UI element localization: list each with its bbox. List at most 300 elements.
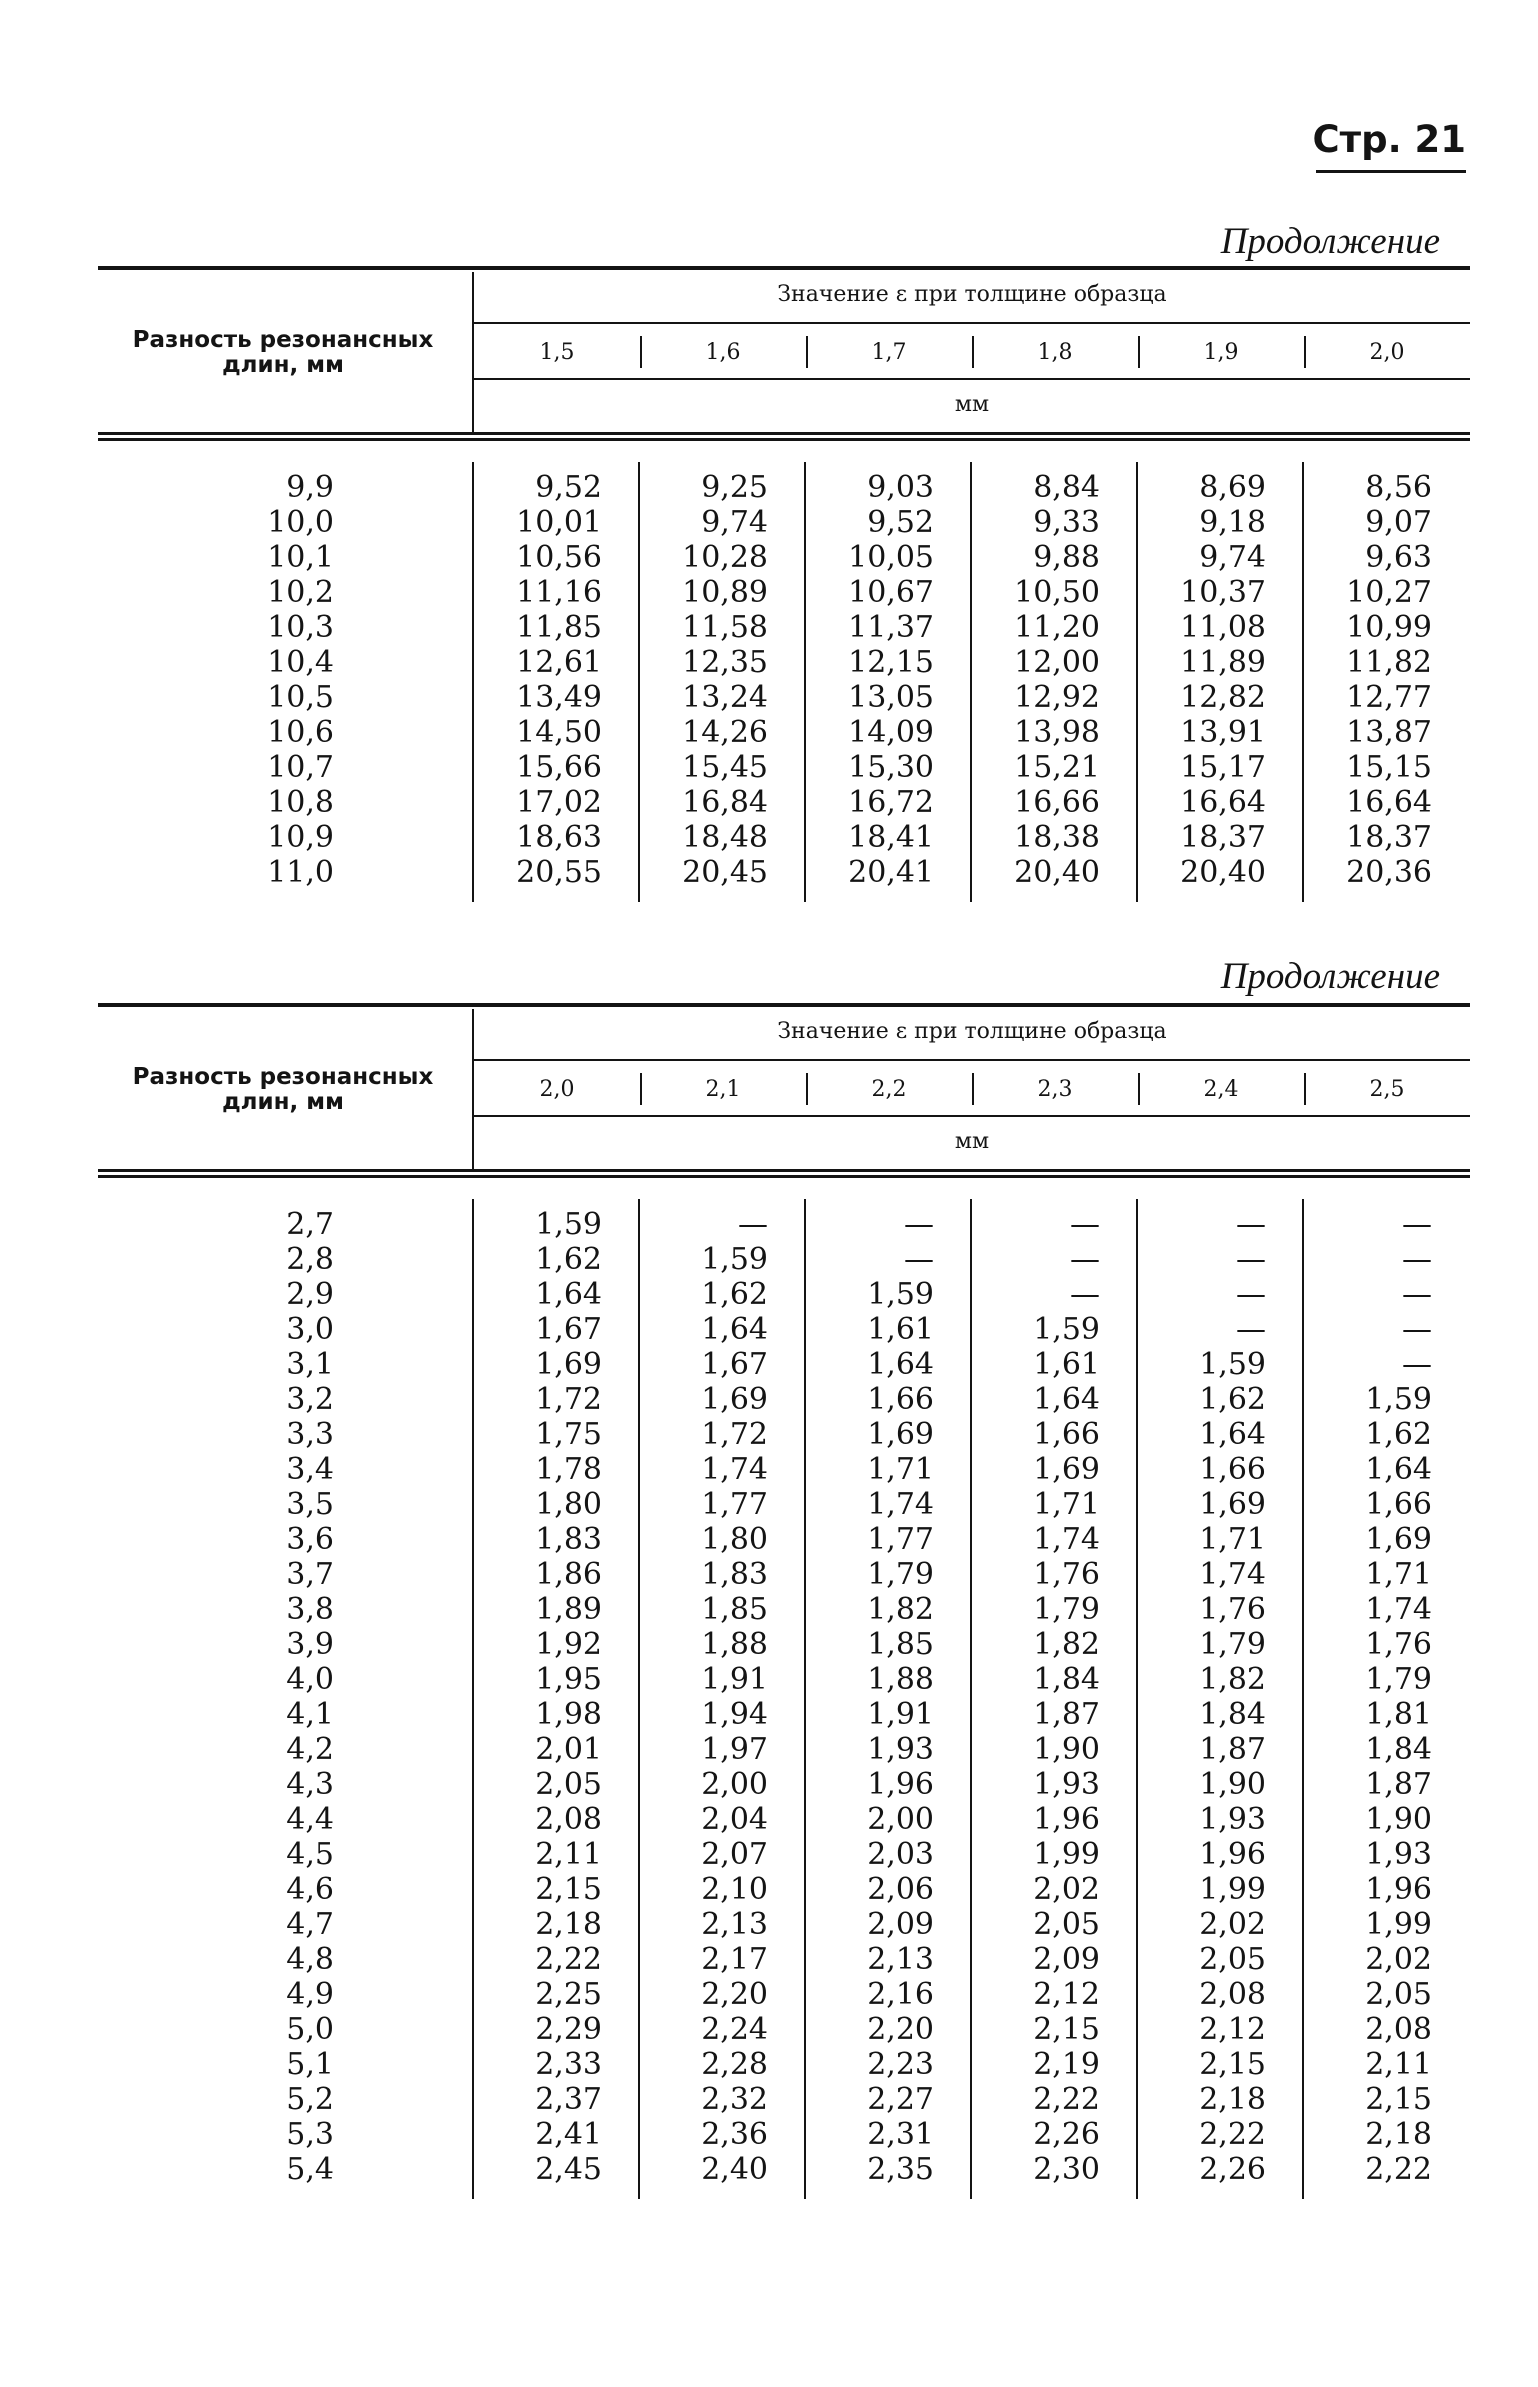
row-header-line-2: длин, мм xyxy=(222,1089,344,1115)
table-cell: 2,31 xyxy=(867,2117,934,2152)
table-cell: 14,50 xyxy=(516,715,602,750)
row-label: 2,9 xyxy=(286,1277,334,1312)
table-cell: 18,63 xyxy=(516,820,602,855)
group-header-rule xyxy=(474,322,1470,324)
table-cell: 1,93 xyxy=(1033,1767,1100,1802)
table-cell: 2,15 xyxy=(1199,2047,1266,2082)
header-double-rule xyxy=(98,432,1470,441)
table-cell: 14,26 xyxy=(682,715,768,750)
table-cell: 1,91 xyxy=(701,1662,768,1697)
column-header-divider xyxy=(1304,336,1306,368)
table-cell: 1,59 xyxy=(1365,1382,1432,1417)
table-cell: 2,22 xyxy=(1199,2117,1266,2152)
table-cell: 16,66 xyxy=(1014,785,1100,820)
table-cell: 18,38 xyxy=(1014,820,1100,855)
table-cell: 1,81 xyxy=(1365,1697,1432,1732)
table-cell: 1,80 xyxy=(535,1487,602,1522)
table-cell: 10,05 xyxy=(848,540,934,575)
table-cell: 17,02 xyxy=(516,785,602,820)
table-cell: 15,15 xyxy=(1346,750,1432,785)
table-cell: 1,77 xyxy=(867,1522,934,1557)
table-cell: 2,26 xyxy=(1033,2117,1100,2152)
value-column xyxy=(474,470,602,890)
header-double-rule xyxy=(98,1169,1470,1178)
table-cell: 12,61 xyxy=(516,645,602,680)
column-header-divider xyxy=(1138,1073,1140,1105)
table-cell: — xyxy=(904,1242,934,1277)
table-cell: 2,19 xyxy=(1033,2047,1100,2082)
table-cell: 2,35 xyxy=(867,2152,934,2187)
table-cell: 1,87 xyxy=(1033,1697,1100,1732)
thickness-column-header: 1,6 xyxy=(705,340,741,365)
table-cell: 2,02 xyxy=(1365,1942,1432,1977)
table-cell: 14,09 xyxy=(848,715,934,750)
table-cell: 2,45 xyxy=(535,2152,602,2187)
table-cell: 12,82 xyxy=(1180,680,1266,715)
table-cell: 20,36 xyxy=(1346,855,1432,890)
table-cell: 15,66 xyxy=(516,750,602,785)
table-cell: — xyxy=(1070,1277,1100,1312)
table-cell: 1,64 xyxy=(867,1347,934,1382)
table-cell: 2,23 xyxy=(867,2047,934,2082)
table-cell: 1,91 xyxy=(867,1697,934,1732)
column-divider xyxy=(970,1199,972,2199)
table-cell: 2,05 xyxy=(535,1767,602,1802)
page-number: Стр. 21 xyxy=(1312,118,1466,161)
table-cell: 1,74 xyxy=(1199,1557,1266,1592)
table-cell: 2,15 xyxy=(1033,2012,1100,2047)
table-cell: 1,99 xyxy=(1033,1837,1100,1872)
table-cell: 1,59 xyxy=(1199,1347,1266,1382)
table-cell: 1,66 xyxy=(1365,1487,1432,1522)
table-cell: — xyxy=(1236,1207,1266,1242)
table-cell: 1,78 xyxy=(535,1452,602,1487)
table-cell: 1,96 xyxy=(1199,1837,1266,1872)
table-cell: 2,11 xyxy=(1365,2047,1432,2082)
table-cell: — xyxy=(1236,1242,1266,1277)
table-cell: 1,84 xyxy=(1199,1697,1266,1732)
thickness-column-header: 1,8 xyxy=(1037,340,1073,365)
row-label: 4,0 xyxy=(286,1662,334,1697)
columns-rule xyxy=(474,1115,1470,1117)
value-column xyxy=(640,1207,768,2187)
table-cell: 13,87 xyxy=(1346,715,1432,750)
table-cell: 10,28 xyxy=(682,540,768,575)
table-cell: 1,96 xyxy=(867,1767,934,1802)
value-column xyxy=(806,470,934,890)
table-cell: 1,59 xyxy=(1033,1312,1100,1347)
table-cell: — xyxy=(738,1207,768,1242)
table-cell: 11,89 xyxy=(1180,645,1266,680)
row-label: 5,4 xyxy=(286,2152,334,2187)
row-label: 4,2 xyxy=(286,1732,334,1767)
table-cell: 12,35 xyxy=(682,645,768,680)
table-cell: 2,01 xyxy=(535,1732,602,1767)
table-cell: 1,90 xyxy=(1199,1767,1266,1802)
table-cell: 2,40 xyxy=(701,2152,768,2187)
table-cell: 2,33 xyxy=(535,2047,602,2082)
table-cell: 1,71 xyxy=(1033,1487,1100,1522)
table-cell: 15,45 xyxy=(682,750,768,785)
table-cell: 1,99 xyxy=(1199,1872,1266,1907)
table-cell: 2,25 xyxy=(535,1977,602,2012)
table-cell: 8,56 xyxy=(1365,470,1432,505)
table-cell: 1,87 xyxy=(1365,1767,1432,1802)
column-divider xyxy=(804,1199,806,2199)
table-cell: 2,22 xyxy=(1033,2082,1100,2117)
table-cell: 1,75 xyxy=(535,1417,602,1452)
row-header-line-1: Разность резонансных xyxy=(132,327,434,353)
table-cell: 1,77 xyxy=(701,1487,768,1522)
row-label: 4,6 xyxy=(286,1872,334,1907)
table-cell: 2,20 xyxy=(867,2012,934,2047)
table-cell: 2,41 xyxy=(535,2117,602,2152)
table-cell: 1,76 xyxy=(1365,1627,1432,1662)
value-column xyxy=(972,470,1100,890)
table-cell: — xyxy=(1402,1312,1432,1347)
column-divider xyxy=(1136,462,1138,902)
table-cell: 11,58 xyxy=(682,610,768,645)
row-label: 3,8 xyxy=(286,1592,334,1627)
column-header-divider xyxy=(806,1073,808,1105)
table-cell: 1,59 xyxy=(535,1207,602,1242)
table-cell: 1,69 xyxy=(1199,1487,1266,1522)
row-label: 3,9 xyxy=(286,1627,334,1662)
table-cell: 1,93 xyxy=(867,1732,934,1767)
thickness-column-header: 2,0 xyxy=(539,1077,575,1102)
table-cell: 2,17 xyxy=(701,1942,768,1977)
table-cell: 9,52 xyxy=(535,470,602,505)
table-cell: 1,97 xyxy=(701,1732,768,1767)
column-header-divider xyxy=(640,336,642,368)
table-cell: 1,66 xyxy=(1033,1417,1100,1452)
table-cell: 20,41 xyxy=(848,855,934,890)
table-cell: 2,02 xyxy=(1033,1872,1100,1907)
table-cell: — xyxy=(1402,1242,1432,1277)
table-cell: 2,12 xyxy=(1199,2012,1266,2047)
table-cell: 1,59 xyxy=(701,1242,768,1277)
table-cell: 2,26 xyxy=(1199,2152,1266,2187)
thickness-column-header: 1,5 xyxy=(539,340,575,365)
table-cell: 2,20 xyxy=(701,1977,768,2012)
table-cell: 11,08 xyxy=(1180,610,1266,645)
value-column xyxy=(1304,1207,1432,2187)
table-cell: 1,79 xyxy=(1033,1592,1100,1627)
table-cell: — xyxy=(1236,1277,1266,1312)
row-label: 10,5 xyxy=(267,680,334,715)
row-label: 5,2 xyxy=(286,2082,334,2117)
row-label: 3,0 xyxy=(286,1312,334,1347)
table-cell: 1,66 xyxy=(867,1382,934,1417)
column-header-divider xyxy=(640,1073,642,1105)
table-cell: 1,85 xyxy=(701,1592,768,1627)
table-cell: — xyxy=(1402,1347,1432,1382)
row-label: 10,3 xyxy=(267,610,334,645)
table-cell: 1,71 xyxy=(1365,1557,1432,1592)
table-cell: 16,64 xyxy=(1180,785,1266,820)
table-cell: 1,62 xyxy=(1365,1417,1432,1452)
column-header-divider xyxy=(972,336,974,368)
group-header: Значение ε при толщине образца xyxy=(777,1019,1167,1044)
table-cell: 1,90 xyxy=(1033,1732,1100,1767)
thickness-column-header: 2,5 xyxy=(1369,1077,1405,1102)
table-cell: 1,74 xyxy=(1365,1592,1432,1627)
table-cell: 1,64 xyxy=(1365,1452,1432,1487)
table-cell: 1,62 xyxy=(1199,1382,1266,1417)
row-label: 3,7 xyxy=(286,1557,334,1592)
table-cell: 18,41 xyxy=(848,820,934,855)
row-label: 4,4 xyxy=(286,1802,334,1837)
table-cell: 2,30 xyxy=(1033,2152,1100,2187)
table-cell: 20,40 xyxy=(1180,855,1266,890)
table-cell: 1,61 xyxy=(867,1312,934,1347)
table-cell: 12,00 xyxy=(1014,645,1100,680)
value-column xyxy=(806,1207,934,2187)
table-cell: 12,15 xyxy=(848,645,934,680)
columns-rule xyxy=(474,378,1470,380)
table-cell: 2,09 xyxy=(867,1907,934,1942)
table-cell: 15,21 xyxy=(1014,750,1100,785)
row-label: 5,1 xyxy=(286,2047,334,2082)
table-cell: 1,94 xyxy=(701,1697,768,1732)
table-cell: 1,64 xyxy=(535,1277,602,1312)
table-cell: 1,72 xyxy=(535,1382,602,1417)
table-cell: 2,11 xyxy=(535,1837,602,1872)
table-cell: 9,63 xyxy=(1365,540,1432,575)
table-cell: 10,27 xyxy=(1346,575,1432,610)
table-cell: 2,18 xyxy=(1199,2082,1266,2117)
row-label: 3,4 xyxy=(286,1452,334,1487)
table-cell: 1,80 xyxy=(701,1522,768,1557)
table-cell: 2,00 xyxy=(867,1802,934,1837)
table-cell: 1,72 xyxy=(701,1417,768,1452)
row-label: 3,6 xyxy=(286,1522,334,1557)
row-label: 10,8 xyxy=(267,785,334,820)
table-cell: 10,01 xyxy=(516,505,602,540)
table-cell: 2,05 xyxy=(1199,1942,1266,1977)
row-label: 3,2 xyxy=(286,1382,334,1417)
value-column xyxy=(640,470,768,890)
row-header-line-2: длин, мм xyxy=(222,352,344,378)
value-column xyxy=(474,1207,602,2187)
table-cell: 1,76 xyxy=(1033,1557,1100,1592)
row-label: 4,1 xyxy=(286,1697,334,1732)
table-cell: 18,48 xyxy=(682,820,768,855)
table-cell: 9,52 xyxy=(867,505,934,540)
table-cell: 10,99 xyxy=(1346,610,1432,645)
table-cell: 15,30 xyxy=(848,750,934,785)
row-label: 4,9 xyxy=(286,1977,334,2012)
thickness-column-header: 1,9 xyxy=(1203,340,1239,365)
table-cell: 9,88 xyxy=(1033,540,1100,575)
table-cell: 2,18 xyxy=(535,1907,602,1942)
column-divider xyxy=(1302,462,1304,902)
table-cell: 2,37 xyxy=(535,2082,602,2117)
table-cell: 20,40 xyxy=(1014,855,1100,890)
table-cell: 1,74 xyxy=(867,1487,934,1522)
table-cell: 1,71 xyxy=(1199,1522,1266,1557)
table-cell: 10,67 xyxy=(848,575,934,610)
table-cell: 9,03 xyxy=(867,470,934,505)
table-cell: — xyxy=(1402,1277,1432,1312)
table-cell: 1,84 xyxy=(1365,1732,1432,1767)
column-header-divider xyxy=(806,336,808,368)
table-cell: 20,45 xyxy=(682,855,768,890)
table-cell: 1,90 xyxy=(1365,1802,1432,1837)
column-divider xyxy=(638,462,640,902)
thickness-column-header: 2,1 xyxy=(705,1077,741,1102)
table-cell: 13,24 xyxy=(682,680,768,715)
table-cell: 2,24 xyxy=(701,2012,768,2047)
table-cell: 11,20 xyxy=(1014,610,1100,645)
table-cell: 1,92 xyxy=(535,1627,602,1662)
table-cell: 2,06 xyxy=(867,1872,934,1907)
table-cell: 9,33 xyxy=(1033,505,1100,540)
table-cell: 2,05 xyxy=(1365,1977,1432,2012)
table-cell: 16,84 xyxy=(682,785,768,820)
table-cell: 11,37 xyxy=(848,610,934,645)
row-label: 2,7 xyxy=(286,1207,334,1242)
table-cell: 1,62 xyxy=(535,1242,602,1277)
row-label: 3,5 xyxy=(286,1487,334,1522)
table-cell: 1,59 xyxy=(867,1277,934,1312)
table-cell: 11,85 xyxy=(516,610,602,645)
table-cell: 1,79 xyxy=(1365,1662,1432,1697)
table-cell: 2,18 xyxy=(1365,2117,1432,2152)
table-cell: 1,64 xyxy=(1199,1417,1266,1452)
column-divider xyxy=(804,462,806,902)
row-label: 3,1 xyxy=(286,1347,334,1382)
header-divider xyxy=(472,272,474,432)
table-cell: 1,69 xyxy=(1365,1522,1432,1557)
row-header xyxy=(98,328,468,378)
column-divider xyxy=(1302,1199,1304,2199)
table-cell: 13,49 xyxy=(516,680,602,715)
table-cell: 1,83 xyxy=(701,1557,768,1592)
row-label: 4,3 xyxy=(286,1767,334,1802)
thickness-column-header: 2,4 xyxy=(1203,1077,1239,1102)
table-top-rule xyxy=(98,266,1470,270)
table-cell: 1,71 xyxy=(867,1452,934,1487)
row-label: 10,9 xyxy=(267,820,334,855)
table-cell: 2,36 xyxy=(701,2117,768,2152)
table-cell: 2,22 xyxy=(1365,2152,1432,2187)
column-header-divider xyxy=(1304,1073,1306,1105)
table-cell: 1,83 xyxy=(535,1522,602,1557)
table-2 xyxy=(98,1003,1470,2253)
row-label: 10,4 xyxy=(267,645,334,680)
table-cell: 12,92 xyxy=(1014,680,1100,715)
table-cell: 9,74 xyxy=(1199,540,1266,575)
table-cell: 1,82 xyxy=(1033,1627,1100,1662)
page-number-rule xyxy=(1316,170,1466,173)
table-cell: 1,66 xyxy=(1199,1452,1266,1487)
row-label: 10,1 xyxy=(267,540,334,575)
table-cell: 8,69 xyxy=(1199,470,1266,505)
table-cell: 9,74 xyxy=(701,505,768,540)
thickness-column-header: 2,3 xyxy=(1037,1077,1073,1102)
table-cell: 1,67 xyxy=(535,1312,602,1347)
row-label: 4,5 xyxy=(286,1837,334,1872)
table-cell: 2,22 xyxy=(535,1942,602,1977)
table-cell: — xyxy=(904,1207,934,1242)
unit-label: мм xyxy=(954,1129,990,1154)
table-cell: 1,93 xyxy=(1199,1802,1266,1837)
row-label: 5,0 xyxy=(286,2012,334,2047)
table-cell: 18,37 xyxy=(1346,820,1432,855)
table-cell: 1,84 xyxy=(1033,1662,1100,1697)
table-cell: 2,15 xyxy=(1365,2082,1432,2117)
table-cell: 13,98 xyxy=(1014,715,1100,750)
table-cell: 1,86 xyxy=(535,1557,602,1592)
table-cell: 1,69 xyxy=(867,1417,934,1452)
table-cell: 16,64 xyxy=(1346,785,1432,820)
row-label: 2,8 xyxy=(286,1242,334,1277)
row-label: 4,8 xyxy=(286,1942,334,1977)
table-cell: 13,91 xyxy=(1180,715,1266,750)
table-cell: 2,00 xyxy=(701,1767,768,1802)
table-cell: 1,96 xyxy=(1033,1802,1100,1837)
table-cell: 2,08 xyxy=(1365,2012,1432,2047)
row-labels xyxy=(98,1207,334,2187)
table-cell: — xyxy=(1070,1207,1100,1242)
column-divider xyxy=(638,1199,640,2199)
table-cell: 1,93 xyxy=(1365,1837,1432,1872)
table-cell: 2,08 xyxy=(1199,1977,1266,2012)
table-cell: 16,72 xyxy=(848,785,934,820)
table-cell: 1,88 xyxy=(867,1662,934,1697)
thickness-column-header: 2,0 xyxy=(1369,340,1405,365)
row-label: 10,6 xyxy=(267,715,334,750)
row-label: 10,7 xyxy=(267,750,334,785)
table-cell: 1,85 xyxy=(867,1627,934,1662)
thickness-column-header: 2,2 xyxy=(871,1077,907,1102)
table-cell: 9,07 xyxy=(1365,505,1432,540)
column-header-divider xyxy=(972,1073,974,1105)
table-cell: 9,25 xyxy=(701,470,768,505)
row-label: 4,7 xyxy=(286,1907,334,1942)
table-cell: 11,16 xyxy=(516,575,602,610)
table-cell: 1,79 xyxy=(867,1557,934,1592)
table-cell: 10,89 xyxy=(682,575,768,610)
table-cell: 1,64 xyxy=(1033,1382,1100,1417)
table-cell: 1,74 xyxy=(1033,1522,1100,1557)
table-cell: — xyxy=(1070,1242,1100,1277)
table-cell: 2,08 xyxy=(535,1802,602,1837)
column-divider xyxy=(970,462,972,902)
table-cell: — xyxy=(1236,1312,1266,1347)
table-cell: 2,04 xyxy=(701,1802,768,1837)
table-cell: 2,07 xyxy=(701,1837,768,1872)
table-cell: 20,55 xyxy=(516,855,602,890)
table-cell: 1,69 xyxy=(701,1382,768,1417)
table-cell: 1,98 xyxy=(535,1697,602,1732)
row-header-line-1: Разность резонансных xyxy=(132,1064,434,1090)
table-cell: 1,82 xyxy=(1199,1662,1266,1697)
value-column xyxy=(1138,470,1266,890)
table-cell: 13,05 xyxy=(848,680,934,715)
table-cell: 1,99 xyxy=(1365,1907,1432,1942)
row-label: 11,0 xyxy=(267,855,334,890)
table-cell: 2,02 xyxy=(1199,1907,1266,1942)
table-cell: 1,74 xyxy=(701,1452,768,1487)
continuation-label: Продолжение xyxy=(1220,956,1440,997)
table-top-rule xyxy=(98,1003,1470,1007)
row-label: 10,0 xyxy=(267,505,334,540)
thickness-column-header: 1,7 xyxy=(871,340,907,365)
table-cell: 1,67 xyxy=(701,1347,768,1382)
value-column xyxy=(1304,470,1432,890)
